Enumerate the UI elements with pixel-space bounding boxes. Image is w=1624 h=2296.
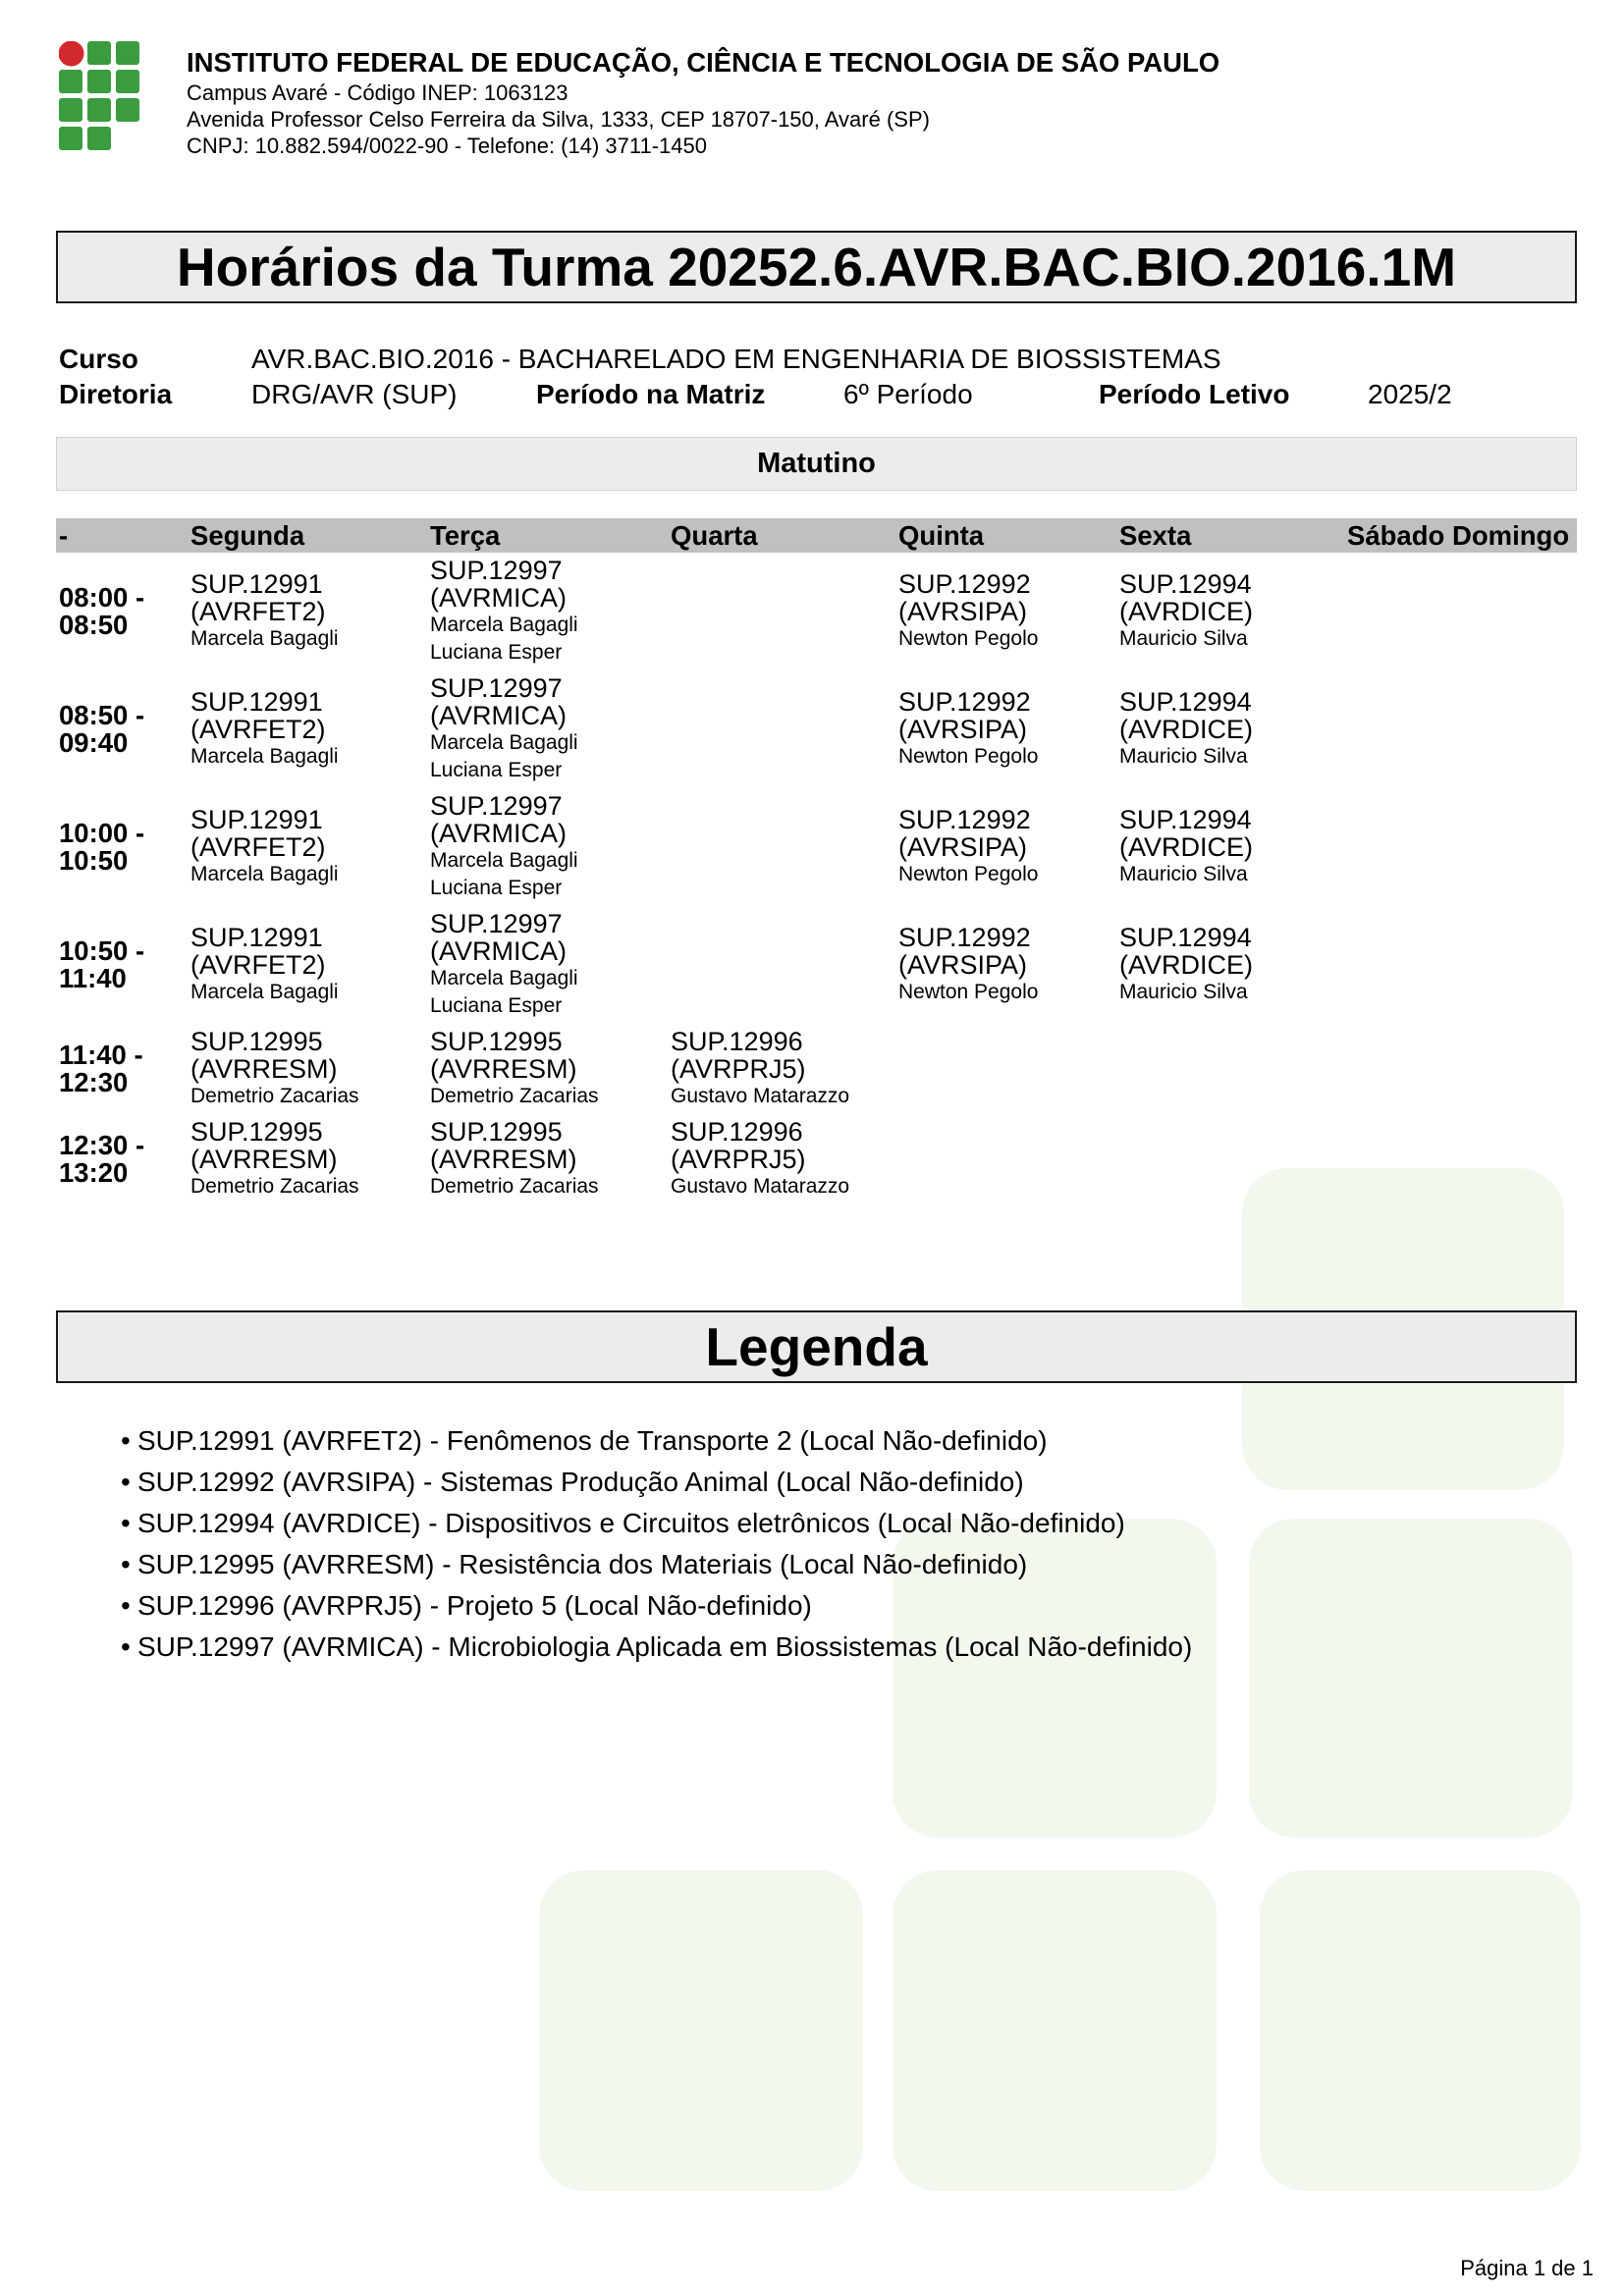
teacher-name: Marcela Bagagli <box>430 731 578 754</box>
schedule-row <box>56 670 1577 788</box>
class-slot <box>1116 906 1344 1024</box>
empty-slot <box>1116 1024 1344 1114</box>
empty-slot <box>1344 670 1449 788</box>
teacher-name: Gustavo Matarazzo <box>671 1175 850 1198</box>
time-slot: 10:00 - 10:50 <box>59 818 145 876</box>
empty-slot <box>1344 1114 1449 1204</box>
empty-slot <box>1449 1024 1577 1114</box>
schedule-head <box>56 518 1577 553</box>
teacher-name: Demetrio Zacarias <box>190 1085 359 1107</box>
class-slot <box>188 1024 427 1114</box>
schedule-row <box>56 1024 1577 1114</box>
teacher-name: Mauricio Silva <box>1119 745 1248 768</box>
institution-logo <box>59 41 141 150</box>
teacher-name: Luciana Esper <box>430 877 563 899</box>
subject-code: SUP.12996 (AVRPRJ5) <box>671 1117 806 1174</box>
schedule-body <box>56 553 1577 1204</box>
class-slot <box>895 670 1116 788</box>
board-label: Diretoria <box>59 379 173 409</box>
subject-code: SUP.12992 (AVRSIPA) <box>898 687 1031 744</box>
column-header: Terça <box>427 518 668 553</box>
time-slot: 12:30 - 13:20 <box>59 1130 145 1188</box>
time-slot: 08:50 - 09:40 <box>59 700 145 758</box>
schedule-row <box>56 788 1577 906</box>
subject-code: SUP.12995 (AVRRESM) <box>190 1027 338 1084</box>
teacher-name: Demetrio Zacarias <box>190 1175 359 1198</box>
legend-item: • SUP.12996 (AVRPRJ5) - Projeto 5 (Local Não-definido) <box>121 1585 1192 1627</box>
class-slot <box>188 1114 427 1204</box>
institution-name: INSTITUTO FEDERAL DE EDUCAÇÃO, CIÊNCIA E TECNOLOGIA DE SÃO PAULO <box>187 47 1220 78</box>
teacher-name: Demetrio Zacarias <box>430 1085 599 1107</box>
logo-green-square <box>59 70 82 93</box>
subject-code: SUP.12991 (AVRFET2) <box>190 687 326 744</box>
time-slot: 11:40 - 12:30 <box>59 1040 143 1097</box>
subject-code: SUP.12992 (AVRSIPA) <box>898 923 1031 980</box>
empty-slot <box>895 1024 1116 1114</box>
subject-code: SUP.12992 (AVRSIPA) <box>898 805 1031 862</box>
column-header: Sexta <box>1116 518 1344 553</box>
logo-green-square <box>116 98 139 122</box>
empty-slot <box>668 788 895 906</box>
teacher-name: Gustavo Matarazzo <box>671 1085 850 1107</box>
class-slot <box>668 1024 895 1114</box>
empty-slot <box>1344 906 1449 1024</box>
class-slot <box>1116 788 1344 906</box>
course-value: AVR.BAC.BIO.2016 - BACHARELADO EM ENGENHARIA DE BIOSSISTEMAS <box>251 344 1221 374</box>
subject-code: SUP.12997 (AVRMICA) <box>430 673 567 730</box>
teacher-name: Marcela Bagagli <box>430 849 578 872</box>
logo-green-square <box>59 98 82 122</box>
teacher-name: Marcela Bagagli <box>190 863 339 885</box>
class-slot <box>427 1114 668 1204</box>
empty-slot <box>668 906 895 1024</box>
logo-green-square <box>87 127 111 150</box>
schedule-header-row <box>56 518 1577 553</box>
empty-slot <box>1449 906 1577 1024</box>
teacher-name: Marcela Bagagli <box>190 745 339 768</box>
class-slot <box>188 670 427 788</box>
subject-code: SUP.12997 (AVRMICA) <box>430 791 567 848</box>
subject-code: SUP.12994 (AVRDICE) <box>1119 805 1254 862</box>
class-slot <box>668 1114 895 1204</box>
legend-item: • SUP.12995 (AVRRESM) - Resistência dos Materiais (Local Não-definido) <box>121 1544 1192 1585</box>
time-slot: 08:00 - 08:50 <box>59 582 145 640</box>
logo-green-square <box>87 41 111 65</box>
legend-list <box>121 1420 1192 1668</box>
column-header: Segunda <box>188 518 427 553</box>
schedule-row <box>56 553 1577 670</box>
empty-slot <box>668 553 895 670</box>
legend-item: • SUP.12997 (AVRMICA) - Microbiologia Aplicada em Biossistemas (Local Não-definido) <box>121 1627 1192 1668</box>
empty-slot <box>1449 670 1577 788</box>
matrix-period-value: 6º Período <box>843 379 973 409</box>
teacher-name: Marcela Bagagli <box>430 967 578 989</box>
teacher-name: Newton Pegolo <box>898 981 1039 1003</box>
class-slot <box>188 788 427 906</box>
teacher-name: Mauricio Silva <box>1119 981 1248 1003</box>
subject-code: SUP.12991 (AVRFET2) <box>190 805 326 862</box>
shift-heading: Matutino <box>56 437 1577 491</box>
subject-code: SUP.12995 (AVRRESM) <box>430 1117 577 1174</box>
legend-item: • SUP.12994 (AVRDICE) - Dispositivos e Circuitos eletrônicos (Local Não-definido) <box>121 1503 1192 1544</box>
board-value: DRG/AVR (SUP) <box>251 379 458 409</box>
subject-code: SUP.12995 (AVRRESM) <box>190 1117 338 1174</box>
course-label: Curso <box>59 344 138 374</box>
subject-code: SUP.12994 (AVRDICE) <box>1119 569 1254 626</box>
teacher-name: Newton Pegolo <box>898 863 1039 885</box>
empty-slot <box>668 670 895 788</box>
watermark-square <box>893 1870 1217 2191</box>
matrix-period-label: Período na Matriz <box>536 379 766 409</box>
class-slot <box>895 906 1116 1024</box>
column-header: - <box>56 518 188 553</box>
schedule-table <box>56 518 1577 1204</box>
logo-green-square <box>87 70 111 93</box>
details-row <box>0 377 1624 412</box>
watermark-square <box>1260 1870 1581 2191</box>
school-period-value: 2025/2 <box>1368 379 1452 409</box>
column-header: Quarta <box>668 518 895 553</box>
teacher-name: Luciana Esper <box>430 994 563 1017</box>
logo-green-square <box>116 41 139 65</box>
subject-code: SUP.12991 (AVRFET2) <box>190 923 326 980</box>
column-header: Domingo <box>1449 518 1577 553</box>
teacher-name: Luciana Esper <box>430 759 563 781</box>
time-slot: 10:50 - 11:40 <box>59 935 145 993</box>
subject-code: SUP.12995 (AVRRESM) <box>430 1027 577 1084</box>
empty-slot <box>1449 553 1577 670</box>
empty-slot <box>1344 788 1449 906</box>
teacher-name: Marcela Bagagli <box>190 627 339 650</box>
class-slot <box>427 1024 668 1114</box>
empty-slot <box>1344 1024 1449 1114</box>
teacher-name: Marcela Bagagli <box>190 981 339 1003</box>
course-row <box>0 342 1624 377</box>
legend-item: • SUP.12991 (AVRFET2) - Fenômenos de Transporte 2 (Local Não-definido) <box>121 1420 1192 1462</box>
logo-green-square <box>87 98 111 122</box>
class-slot <box>1116 670 1344 788</box>
teacher-name: Marcela Bagagli <box>430 614 578 636</box>
column-header: Sábado <box>1344 518 1449 553</box>
empty-slot <box>895 1114 1116 1204</box>
subject-code: SUP.12996 (AVRPRJ5) <box>671 1027 806 1084</box>
campus-info: Campus Avaré - Código INEP: 1063123 <box>187 80 568 105</box>
page-number: Página 1 de 1 <box>1460 2256 1594 2280</box>
class-slot <box>1116 553 1344 670</box>
legend-item: • SUP.12992 (AVRSIPA) - Sistemas Produção Animal (Local Não-definido) <box>121 1462 1192 1503</box>
logo-green-square <box>59 127 82 150</box>
column-header: Quinta <box>895 518 1116 553</box>
empty-slot <box>1344 553 1449 670</box>
class-slot <box>427 788 668 906</box>
legend-title: Legenda <box>56 1310 1577 1383</box>
teacher-name: Newton Pegolo <box>898 745 1039 768</box>
watermark-square <box>1249 1519 1573 1838</box>
schedule-row <box>56 1114 1577 1204</box>
institution-header <box>187 49 1219 159</box>
class-slot <box>188 553 427 670</box>
teacher-name: Demetrio Zacarias <box>430 1175 599 1198</box>
empty-slot <box>1449 788 1577 906</box>
teacher-name: Mauricio Silva <box>1119 627 1248 650</box>
class-slot <box>895 553 1116 670</box>
subject-code: SUP.12994 (AVRDICE) <box>1119 923 1254 980</box>
class-slot <box>427 553 668 670</box>
teacher-name: Luciana Esper <box>430 641 563 664</box>
empty-slot <box>1116 1114 1344 1204</box>
class-slot <box>188 906 427 1024</box>
page-title: Horários da Turma 20252.6.AVR.BAC.BIO.2016.1M <box>56 231 1577 303</box>
teacher-name: Mauricio Silva <box>1119 863 1248 885</box>
institution-address: Avenida Professor Celso Ferreira da Silva, 1333, CEP 18707-150, Avaré (SP) <box>187 107 930 132</box>
institution-contact: CNPJ: 10.882.594/0022-90 - Telefone: (14) 3711-1450 <box>187 133 707 158</box>
teacher-name: Newton Pegolo <box>898 627 1039 650</box>
class-slot <box>427 670 668 788</box>
subject-code: SUP.12997 (AVRMICA) <box>430 556 567 613</box>
subject-code: SUP.12991 (AVRFET2) <box>190 569 326 626</box>
subject-code: SUP.12992 (AVRSIPA) <box>898 569 1031 626</box>
logo-red-circle <box>59 41 84 67</box>
schedule-row <box>56 906 1577 1024</box>
logo-green-square <box>116 70 139 93</box>
subject-code: SUP.12997 (AVRMICA) <box>430 909 567 966</box>
watermark-square <box>539 1870 863 2191</box>
subject-code: SUP.12994 (AVRDICE) <box>1119 687 1254 744</box>
empty-slot <box>1449 1114 1577 1204</box>
class-slot <box>895 788 1116 906</box>
class-slot <box>427 906 668 1024</box>
school-period-label: Período Letivo <box>1099 379 1290 409</box>
